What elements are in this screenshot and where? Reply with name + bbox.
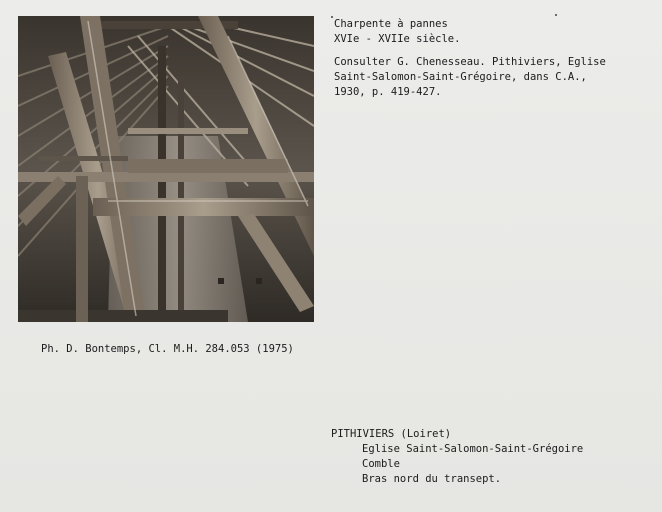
roof-timber-photograph <box>18 16 314 322</box>
location-building: Eglise Saint-Salomon-Saint-Grégoire <box>362 443 584 455</box>
location-detail: Bras nord du transept. <box>362 473 502 485</box>
subject-heading <box>334 17 460 47</box>
structure-date: XVIe - XVIIe siècle. <box>334 33 461 45</box>
location-city: PITHIVIERS (Loiret) <box>331 428 452 440</box>
mark-dot <box>555 14 557 16</box>
location-part: Comble <box>362 458 400 470</box>
photo-credit: Ph. D. Bontemps, Cl. M.H. 284.053 (1975) <box>41 343 294 355</box>
location-block <box>331 427 583 487</box>
reference-line-2: Saint-Salomon-Saint-Grégoire, dans C.A., <box>334 71 587 83</box>
structure-type: Charpente à pannes <box>334 18 448 30</box>
bibliographic-reference <box>334 55 606 100</box>
reference-line-1: Consulter G. Chenesseau. Pithiviers, Eglise <box>334 56 606 68</box>
reference-line-3: 1930, p. 419-427. <box>334 86 442 98</box>
mark-dot <box>331 16 333 18</box>
